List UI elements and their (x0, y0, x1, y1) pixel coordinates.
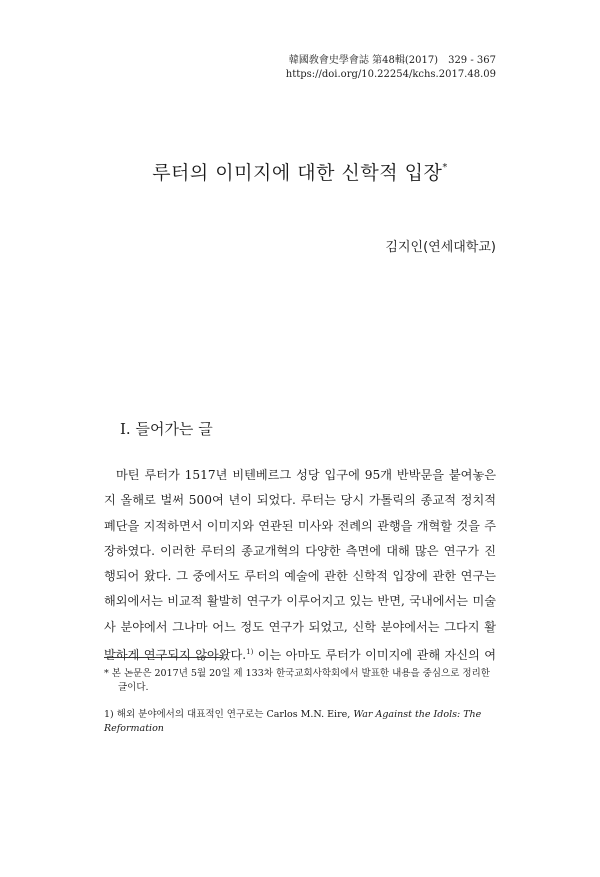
section-heading: I. 들어가는 글 (120, 420, 213, 438)
footnote-1-book-title: War Against the Idols: The Reformation (104, 709, 482, 734)
doi-link[interactable]: https://doi.org/10.22254/kchs.2017.48.09 (285, 69, 496, 80)
footnote-divider (104, 657, 222, 658)
author-affiliation: 김지인(연세대학교) (385, 240, 496, 255)
journal-header: 韓國敎會史學會誌 第48輯(2017) 329 - 367 (288, 55, 496, 66)
body-paragraph (104, 463, 496, 665)
footnote-ref-1[interactable]: 1) (246, 648, 254, 657)
body-line-last (104, 640, 496, 665)
body-line: 폐단을 지적하면서 이미지와 연관된 미사와 전례의 관행을 개혁할 것을 주 (104, 518, 496, 533)
footnote-star-line2: 글이다. (118, 682, 149, 693)
body-line: 사 분야에서 그나마 어느 정도 연구가 되었고, 신학 분야에서는 그다지 활 (104, 619, 496, 634)
footnote-star (104, 667, 496, 695)
paper-title (0, 158, 600, 185)
body-line: 해외에서는 비교적 활발히 연구가 이루어지고 있는 반면, 국내에서는 미술 (104, 594, 496, 609)
body-line-text: 발하게 연구되지 않아왔다. (104, 648, 247, 663)
title-footnote-mark[interactable]: * (442, 161, 448, 173)
footnote-1 (104, 708, 496, 736)
footnote-1-text: 1) 해외 분야에서의 대표적인 연구로는 Carlos M.N. Eire, (104, 709, 354, 720)
body-line-text: 이는 아마도 루터가 이미지에 관해 자신의 여 (257, 648, 496, 663)
footnote-star-line1: * 본 논문은 2017년 5월 20일 제 133차 한국교회사학회에서 발표한 내용을 중심으로 정리한 (104, 668, 490, 679)
body-line: 장하였다. 이러한 루터의 종교개혁의 다양한 측면에 대해 많은 연구가 진 (104, 543, 496, 558)
body-line: 마틴 루터가 1517년 비텐베르그 성당 입구에 95개 반박문을 붙여놓은 (116, 468, 496, 482)
paper-title-text: 루터의 이미지에 대한 신학적 입장 (152, 162, 443, 184)
body-line: 지 올해로 벌써 500여 년이 되었다. 루터는 당시 가톨릭의 종교적 정치적 (104, 493, 496, 508)
body-line: 행되어 왔다. 그 중에서도 루터의 예술에 관한 신학적 입장에 관한 연구는 (104, 569, 496, 584)
